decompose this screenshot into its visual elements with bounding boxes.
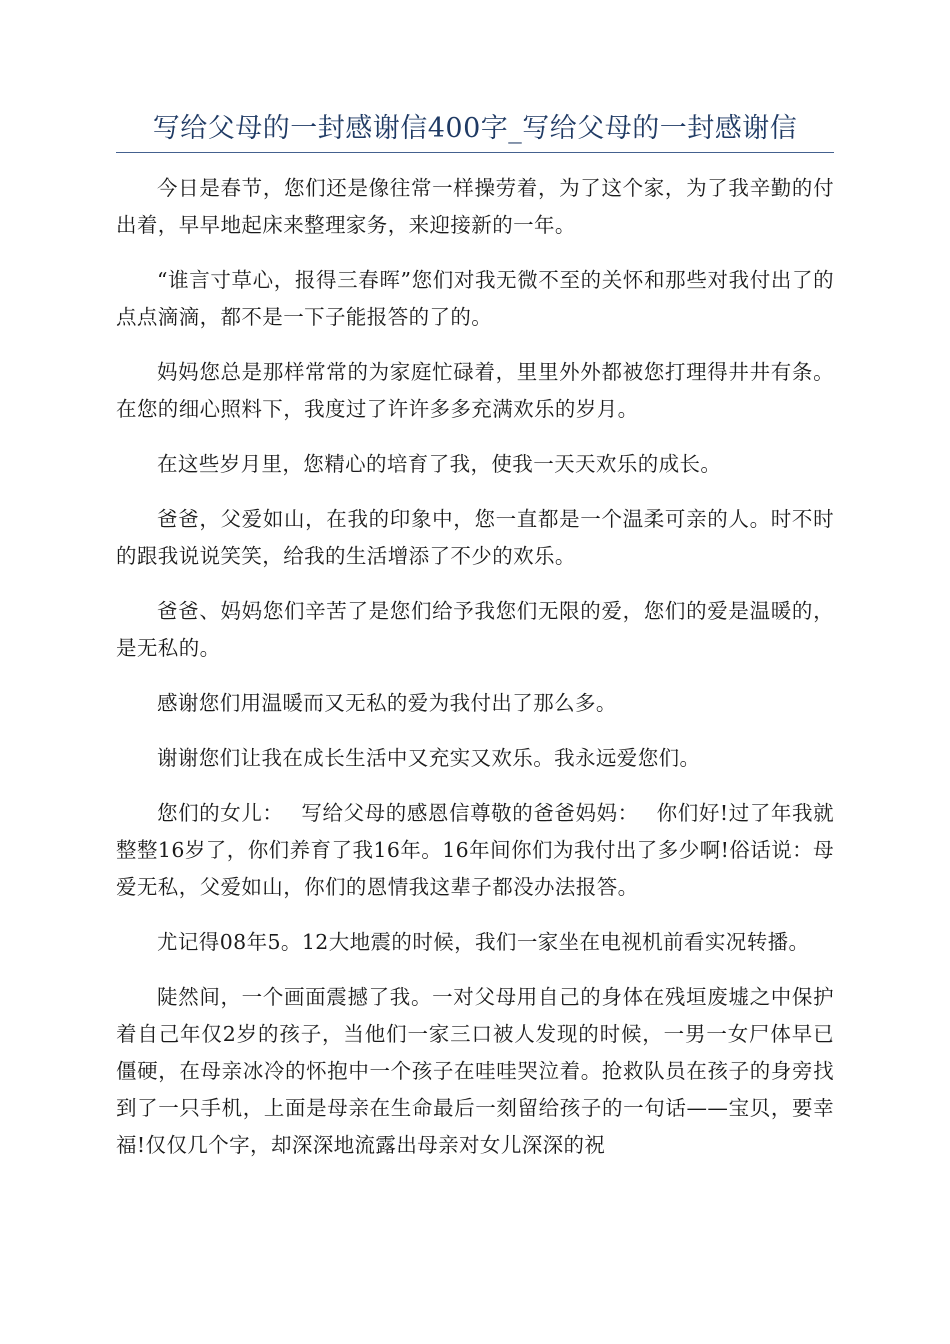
paragraph: “谁言寸草心，报得三春晖”您们对我无微不至的关怀和那些对我付出了的点点滴滴，都不是一下子能报答的了的。 bbox=[116, 268, 834, 329]
document-body bbox=[116, 170, 834, 1182]
paragraph: 感谢您们用温暖而又无私的爱为我付出了那么多。 bbox=[157, 691, 617, 715]
paragraph: 妈妈您总是那样常常的为家庭忙碌着，里里外外都被您打理得井井有条。在您的细心照料下，我度过了许许多多充满欢乐的岁月。 bbox=[116, 360, 834, 421]
paragraph: 在这些岁月里，您精心的培育了我，使我一天天欢乐的成长。 bbox=[157, 452, 722, 476]
paragraph: 今日是春节，您们还是像往常一样操劳着，为了这个家，为了我辛勤的付出着，早早地起床来整理家务，来迎接新的一年。 bbox=[116, 176, 834, 237]
paragraph: 尤记得08年5。12大地震的时候，我们一家坐在电视机前看实况转播。 bbox=[157, 930, 810, 954]
paragraph: 谢谢您们让我在成长生活中又充实又欢乐。我永远爱您们。 bbox=[157, 746, 701, 770]
paragraph: 陡然间，一个画面震撼了我。一对父母用自己的身体在残垣废墟之中保护着自己年仅2岁的孩子，当他们一家三口被人发现的时候，一男一女尸体早已僵硬，在母亲冰冷的怀抱中一个孩子在哇哇哭泣着。抢救队员在孩子的身旁找到了一只手机，上面是母亲在生命最后一刻留给孩子的一句话——宝贝，要幸福!仅仅几个字，却深深地流露出母亲对女儿深深的祝 bbox=[116, 985, 834, 1157]
document-title: 写给父母的一封感谢信400字_写给父母的一封感谢信 bbox=[152, 113, 798, 144]
paragraph: 爸爸，父爱如山，在我的印象中，您一直都是一个温柔可亲的人。时不时的跟我说说笑笑，给我的生活增添了不少的欢乐。 bbox=[116, 507, 834, 568]
title-block bbox=[116, 112, 834, 153]
paragraph: 爸爸、妈妈您们辛苦了是您们给予我您们无限的爱，您们的爱是温暖的，是无私的。 bbox=[116, 599, 834, 660]
paragraph: 您们的女儿： 写给父母的感恩信尊敬的爸爸妈妈： 你们好!过了年我就整整16岁了，你们养育了我16年。16年间你们为我付出了多少啊!俗话说：母爱无私，父爱如山，你们的恩情我这辈子都没办法报答。 bbox=[116, 801, 834, 899]
